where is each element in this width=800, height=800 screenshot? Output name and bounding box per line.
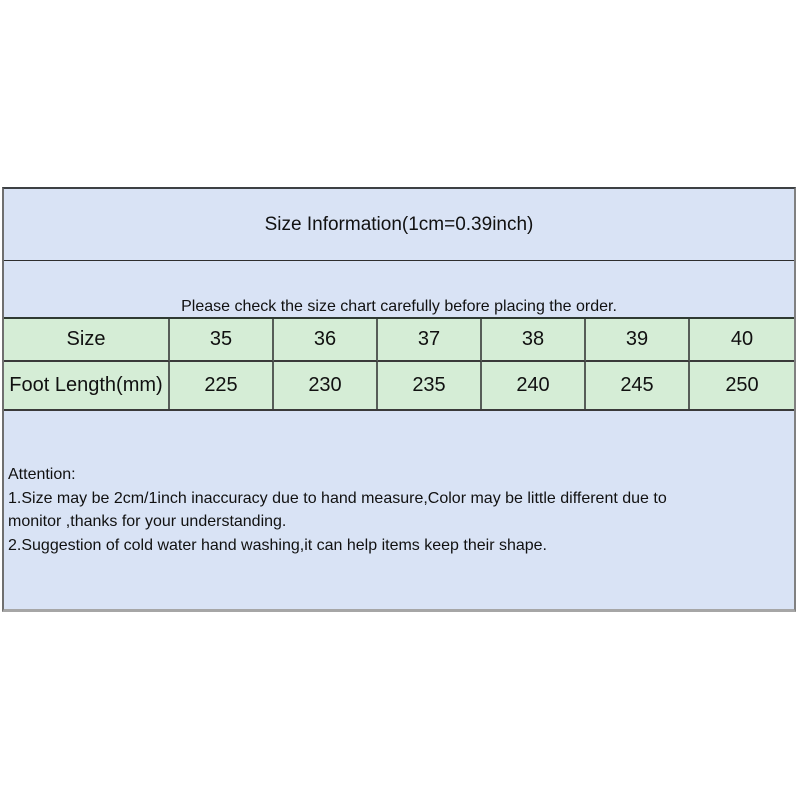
foot-length-row-label: Foot Length(mm) [4,362,170,409]
size-row-label: Size [4,319,170,362]
attention-heading: Attention: [8,466,76,483]
size-table [4,317,794,411]
size-information-title: Size Information(1cm=0.39inch) [264,213,534,235]
size-information-header [4,189,794,261]
attention-section [4,411,794,609]
attention-line: 1.Size may be 2cm/1inch inaccuracy due to hand measure,Color may be little different due to [8,489,667,507]
foot-length-cell: 225 [170,362,274,409]
foot-length-cell: 250 [690,362,794,409]
attention-line: monitor ,thanks for your understanding. [8,513,287,530]
foot-length-cell: 235 [378,362,482,409]
size-table-cell: 38 [482,319,586,362]
size-table-cell: 39 [586,319,690,362]
size-table-cell: 35 [170,319,274,362]
foot-length-cell: 245 [586,362,690,409]
foot-length-cell: 240 [482,362,586,409]
size-table-cell: 40 [690,319,794,362]
size-table-cell: 37 [378,319,482,362]
size-chart-panel [2,187,796,612]
foot-length-cell: 230 [274,362,378,409]
order-note-text: Please check the size chart carefully before placing the order. [181,298,617,315]
order-note-row [4,261,794,317]
attention-line: 2.Suggestion of cold water hand washing,it can help items keep their shape. [8,536,547,554]
size-table-cell: 36 [274,319,378,362]
